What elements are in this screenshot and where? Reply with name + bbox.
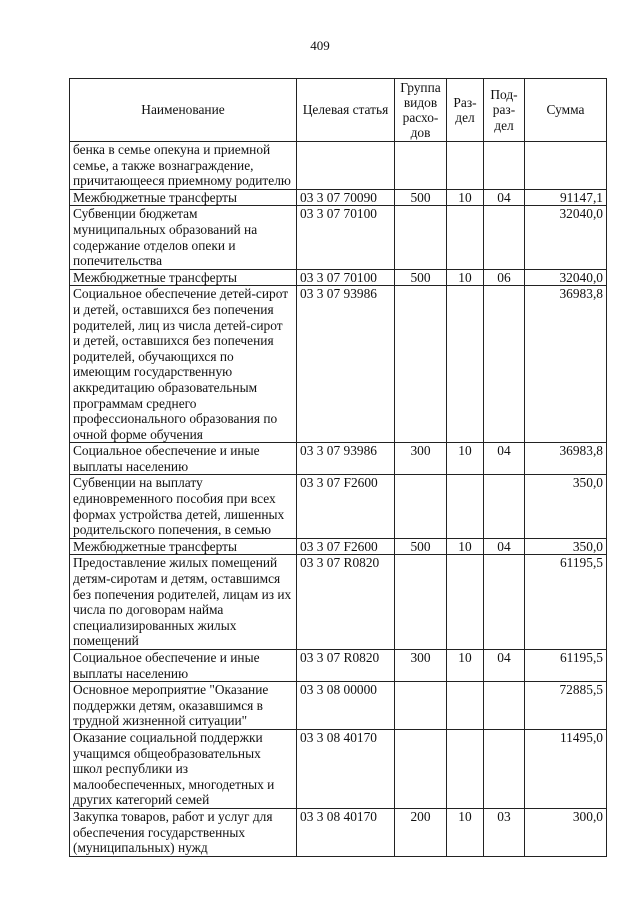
- cell-target-code: 03 3 07 70090: [297, 189, 395, 206]
- cell-sum: 91147,1: [525, 189, 607, 206]
- table-row: [70, 650, 607, 682]
- cell-target-code: 03 3 07 R0820: [297, 650, 395, 682]
- table-row: [70, 729, 607, 808]
- table-row: [70, 286, 607, 443]
- header-group: Группа видов расхо-дов: [395, 79, 447, 142]
- cell-subsection: [484, 682, 525, 730]
- cell-expense-group: 200: [395, 808, 447, 856]
- cell-subsection: 04: [484, 538, 525, 555]
- cell-target-code: 03 3 07 70100: [297, 269, 395, 286]
- page-number: 409: [310, 38, 330, 53]
- cell-expense-group: [395, 555, 447, 650]
- table-header: [70, 79, 607, 142]
- cell-target-code: 03 3 07 F2600: [297, 538, 395, 555]
- cell-sum: 61195,5: [525, 650, 607, 682]
- cell-expense-group: [395, 142, 447, 190]
- cell-expense-group: [395, 682, 447, 730]
- cell-expense-group: 300: [395, 443, 447, 475]
- cell-sum: 11495,0: [525, 729, 607, 808]
- cell-section: 10: [447, 808, 484, 856]
- table-body: [70, 142, 607, 857]
- cell-sum: 72885,5: [525, 682, 607, 730]
- cell-subsection: [484, 286, 525, 443]
- table-row: [70, 443, 607, 475]
- cell-subsection: [484, 555, 525, 650]
- header-section: Раз-дел: [447, 79, 484, 142]
- cell-subsection: 04: [484, 443, 525, 475]
- cell-name: Межбюджетные трансферты: [70, 189, 297, 206]
- cell-section: [447, 729, 484, 808]
- cell-subsection: 03: [484, 808, 525, 856]
- cell-expense-group: [395, 729, 447, 808]
- cell-name: Социальное обеспечение детей-сирот и детей, оставшихся без попечения родителей, лиц из числа детей-сирот и детей, оставшихся без попечения родителей, обучающихся по имеющим государственную аккредитацию образовательным программам среднего профессионального образования по очной форме обучения: [70, 286, 297, 443]
- cell-sum: 300,0: [525, 808, 607, 856]
- table-row: [70, 142, 607, 190]
- header-subsection: Под-раз-дел: [484, 79, 525, 142]
- budget-table: [69, 78, 607, 857]
- cell-subsection: [484, 475, 525, 538]
- cell-target-code: 03 3 08 40170: [297, 729, 395, 808]
- cell-sum: 36983,8: [525, 443, 607, 475]
- cell-sum: 61195,5: [525, 555, 607, 650]
- cell-name: Оказание социальной поддержки учащимся общеобразовательных школ республики из малообеспеченных, многодетных и других категорий семей: [70, 729, 297, 808]
- cell-sum: [525, 142, 607, 190]
- cell-target-code: 03 3 07 R0820: [297, 555, 395, 650]
- cell-expense-group: [395, 206, 447, 269]
- cell-section: 10: [447, 650, 484, 682]
- cell-name: Закупка товаров, работ и услуг для обеспечения государственных (муниципальных) нужд: [70, 808, 297, 856]
- cell-name: Субвенции на выплату единовременного пособия при всех формах устройства детей, лишенных родительского попечения, в семью: [70, 475, 297, 538]
- cell-sum: 350,0: [525, 538, 607, 555]
- table-row: [70, 682, 607, 730]
- cell-section: [447, 555, 484, 650]
- cell-sum: 32040,0: [525, 206, 607, 269]
- table-row: [70, 189, 607, 206]
- cell-name: Субвенции бюджетам муниципальных образований на содержание отделов опеки и попечительства: [70, 206, 297, 269]
- cell-subsection: 04: [484, 189, 525, 206]
- cell-name: Межбюджетные трансферты: [70, 538, 297, 555]
- cell-section: [447, 206, 484, 269]
- cell-name: Социальное обеспечение и иные выплаты населению: [70, 650, 297, 682]
- header-row: [70, 79, 607, 142]
- cell-expense-group: 500: [395, 538, 447, 555]
- cell-name: Социальное обеспечение и иные выплаты населению: [70, 443, 297, 475]
- cell-target-code: 03 3 07 70100: [297, 206, 395, 269]
- cell-sum: 32040,0: [525, 269, 607, 286]
- cell-sum: 36983,8: [525, 286, 607, 443]
- cell-section: [447, 475, 484, 538]
- cell-target-code: 03 3 07 93986: [297, 286, 395, 443]
- cell-section: 10: [447, 269, 484, 286]
- table-row: [70, 269, 607, 286]
- cell-target-code: 03 3 08 00000: [297, 682, 395, 730]
- cell-expense-group: 300: [395, 650, 447, 682]
- cell-name: Предоставление жилых помещений детям-сиротам и детям, оставшимся без попечения родителей, лицам из их числа по договорам найма специализированных жилых помещений: [70, 555, 297, 650]
- table-row: [70, 206, 607, 269]
- cell-section: [447, 682, 484, 730]
- cell-subsection: 04: [484, 650, 525, 682]
- table-row: [70, 808, 607, 856]
- cell-expense-group: [395, 286, 447, 443]
- cell-target-code: 03 3 07 93986: [297, 443, 395, 475]
- cell-section: [447, 286, 484, 443]
- cell-target-code: [297, 142, 395, 190]
- cell-section: [447, 142, 484, 190]
- cell-subsection: [484, 729, 525, 808]
- cell-name: Межбюджетные трансферты: [70, 269, 297, 286]
- cell-subsection: [484, 142, 525, 190]
- cell-subsection: 06: [484, 269, 525, 286]
- header-code: Целевая статья: [297, 79, 395, 142]
- cell-expense-group: [395, 475, 447, 538]
- cell-name: бенка в семье опекуна и приемной семье, а также вознаграждение, причитающееся приемному родителю: [70, 142, 297, 190]
- cell-section: 10: [447, 443, 484, 475]
- cell-name: Основное мероприятие "Оказание поддержки детям, оказавшимся в трудной жизненной ситуации": [70, 682, 297, 730]
- table-row: [70, 538, 607, 555]
- header-name: Наименование: [70, 79, 297, 142]
- cell-target-code: 03 3 07 F2600: [297, 475, 395, 538]
- cell-subsection: [484, 206, 525, 269]
- cell-section: 10: [447, 538, 484, 555]
- cell-expense-group: 500: [395, 189, 447, 206]
- cell-section: 10: [447, 189, 484, 206]
- table-row: [70, 555, 607, 650]
- cell-expense-group: 500: [395, 269, 447, 286]
- header-sum: Сумма: [525, 79, 607, 142]
- cell-target-code: 03 3 08 40170: [297, 808, 395, 856]
- cell-sum: 350,0: [525, 475, 607, 538]
- table-row: [70, 475, 607, 538]
